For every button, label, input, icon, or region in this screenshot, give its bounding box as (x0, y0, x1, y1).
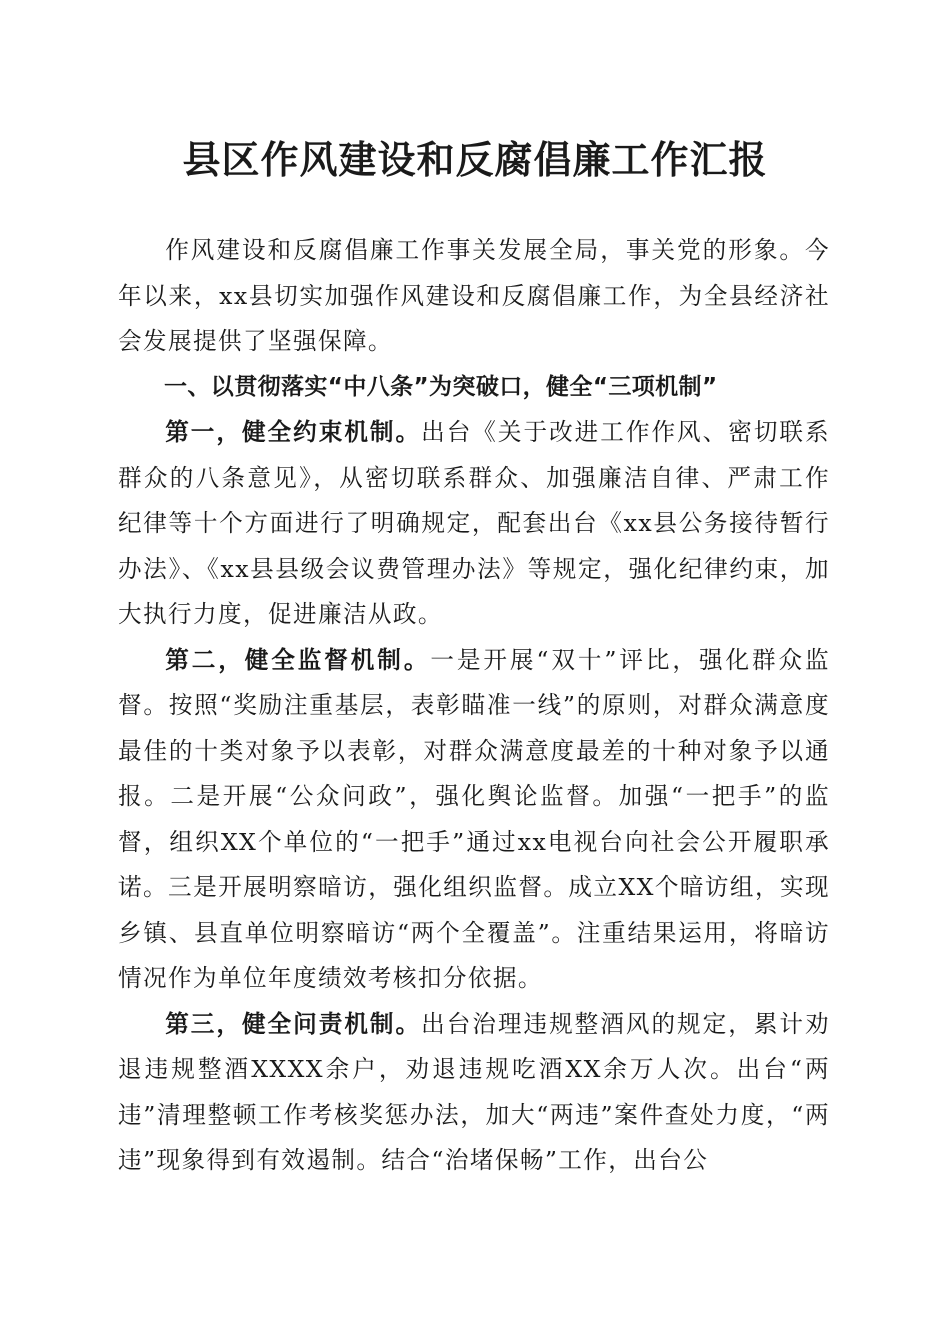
paragraph-text: 一是开展“双十”评比，强化群众监督。按照“奖励注重基层，表彰瞄准一线”的原则，对群众满意度最佳的十类对象予以表彰，对群众满意度最差的十种对象予以通报。二是开展“公众问政”，强化舆论监督。加强“一把手”的监督，组织XX个单位的“一把手”通过xx电视台向社会公开履职承诺。三是开展明察暗访，强化组织监督。成立XX个暗访组，实现乡镇、县直单位明察暗访“两个全覆盖”。注重结果运用，将暗访情况作为单位年度绩效考核扣分依据。 (118, 645, 830, 992)
paragraph-lead: 第二，健全监督机制。 (165, 645, 431, 674)
paragraph-text: 出台《关于改进工作作风、密切联系群众的八条意见》，从密切联系群众、加强廉洁自律、严肃工作纪律等十个方面进行了明确规定，配套出台《xx县公务接待暂行办法》、《xx县县级会议费管理办法》等规定，强化纪律约束，加大执行力度，促进廉洁从政。 (118, 418, 831, 628)
paragraph-supervision-mechanism (118, 638, 830, 1002)
intro-paragraph: 作风建设和反腐倡廉工作事关发展全局，事关党的形象。今年以来，xx县切实加强作风建设和反腐倡廉工作，为全县经济社会发展提供了坚强保障。 (118, 236, 830, 355)
document-title: 县区作风建设和反腐倡廉工作汇报 (182, 137, 768, 182)
document-body (118, 228, 830, 1184)
paragraph-constraint-mechanism (118, 410, 830, 638)
paragraph-text: 出台治理违规整酒风的规定，累计劝退违规整酒XXXX余户，劝退违规吃酒XX余万人次。出台“两违”清理整顿工作考核奖惩办法，加大“两违”案件查处力度，“两违”现象得到有效遏制。结合“治堵保畅”工作，出台公 (118, 1009, 831, 1174)
paragraph-lead: 第三，健全问责机制。 (165, 1009, 422, 1038)
section-heading-1: 一、以贯彻落实“中八条”为突破口，健全“三项机制” (164, 373, 718, 400)
paragraph-lead: 第一，健全约束机制。 (165, 418, 422, 446)
paragraph-accountability-mechanism (118, 1002, 830, 1184)
